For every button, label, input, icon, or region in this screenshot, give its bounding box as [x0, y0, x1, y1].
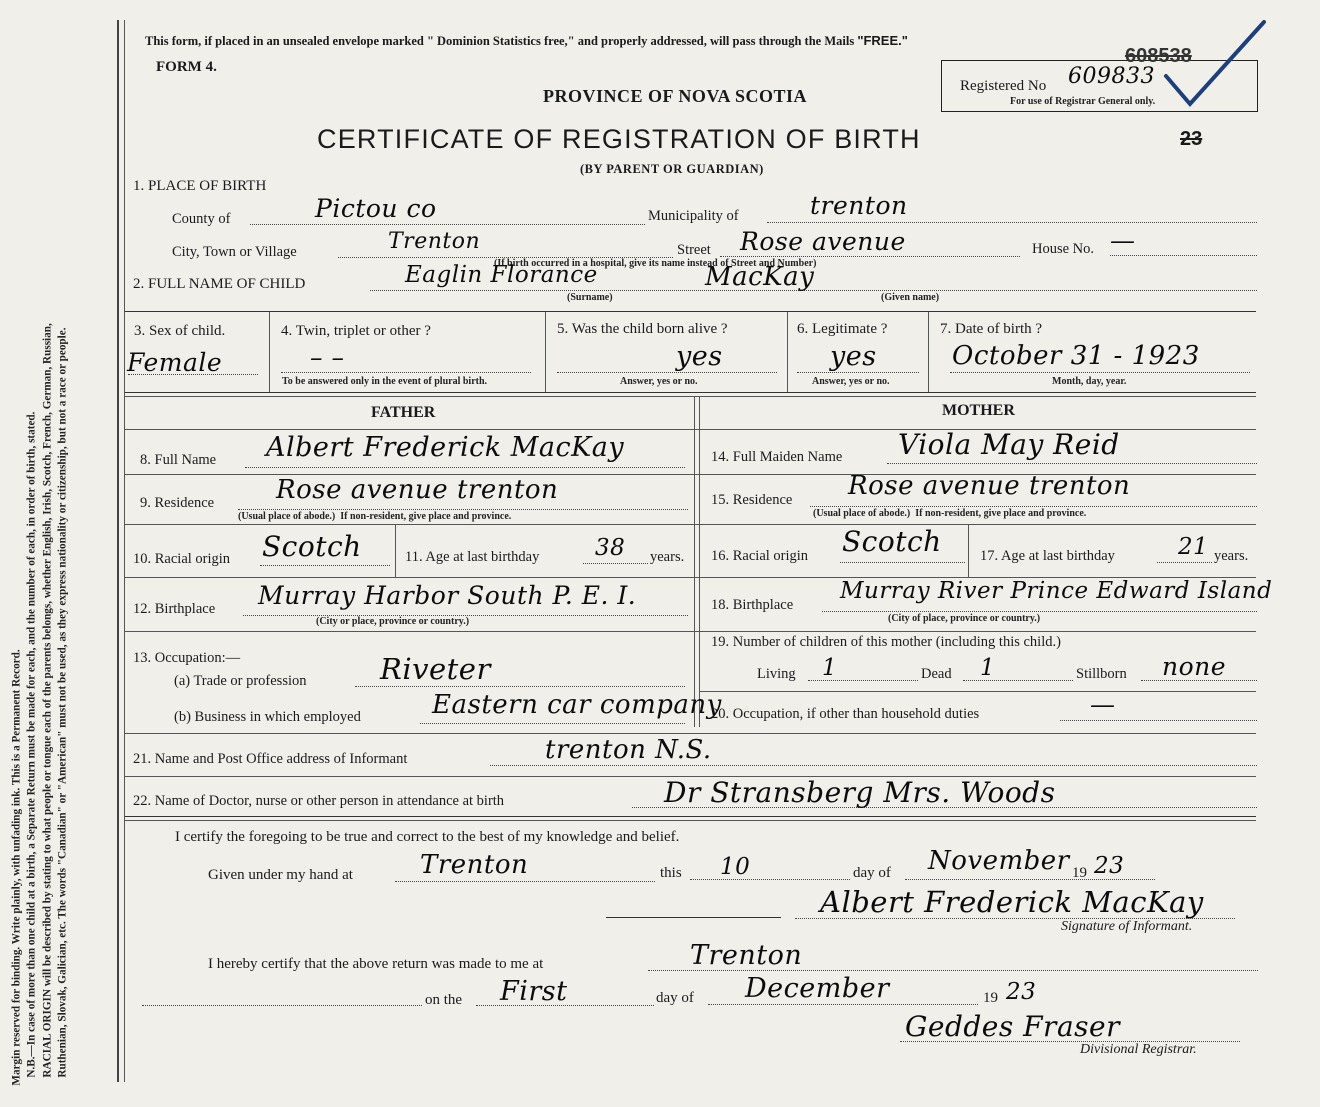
signature-rule [606, 917, 781, 918]
stillborn-label: Stillborn [1076, 666, 1127, 682]
informant-line [490, 765, 1257, 766]
alive-value: yes [676, 341, 723, 372]
row-divider [125, 816, 1256, 817]
living-value: 1 [822, 655, 838, 681]
mother-heading: MOTHER [942, 402, 1015, 419]
business-label: (b) Business in which employed [174, 709, 361, 725]
mother-birthplace-line [822, 611, 1257, 612]
child-given-value: Eaglin Florance [405, 262, 598, 288]
father-birthplace-label: 12. Birthplace [133, 601, 216, 617]
corner-mark: 23 [1180, 128, 1203, 150]
reg-month-value: December [745, 973, 890, 1004]
father-name-value: Albert Frederick MacKay [266, 432, 625, 463]
house-line [1110, 255, 1257, 256]
county-label: County of [172, 211, 231, 227]
center-divider [699, 397, 700, 727]
mother-birthplace-label: 18. Birthplace [711, 597, 794, 613]
county-line [250, 224, 645, 225]
legitimate-value: yes [830, 341, 877, 372]
alive-label: 5. Was the child born alive ? [557, 321, 728, 337]
father-age-line [583, 563, 648, 564]
father-birthplace-value: Murray Harbor South P. E. I. [258, 581, 637, 610]
legitimate-label: 6. Legitimate ? [797, 321, 888, 337]
cert-statement: I certify the foregoing to be true and correct to the best of my knowledge and belief. [175, 829, 680, 845]
mother-res-note: (Usual place of abode.) If non-resident, give place and province. [813, 508, 1087, 519]
trade-line [355, 686, 685, 687]
father-heading: FATHER [371, 404, 436, 421]
municipality-label: Municipality of [648, 208, 739, 224]
margin-notes [9, 16, 70, 1086]
margin-note-3: RACIAL ORIGIN will be described by stating to what people or tongue each of the parents belongs, whether English, Irish, Scotch, French, German, Russian, [41, 323, 53, 1078]
mother-occupation-line [1060, 720, 1257, 721]
margin-rule [117, 20, 119, 1082]
city-label: City, Town or Village [172, 244, 297, 260]
mother-age-line [1157, 562, 1212, 563]
given-caption: (Given name) [881, 292, 940, 303]
page-title: CERTIFICATE OF REGISTRATION OF BIRTH [317, 124, 921, 154]
alive-line [557, 372, 777, 373]
informant-value: trenton N.S. [545, 735, 712, 765]
day-value: 10 [720, 854, 751, 880]
reg-day-of-label: day of [656, 990, 694, 1006]
col-divider [269, 312, 270, 392]
informant-label: 21. Name and Post Office address of Informant [133, 751, 408, 767]
reg-year-value: 23 [1006, 979, 1037, 1005]
mother-name-label: 14. Full Maiden Name [711, 449, 843, 465]
form-number: FORM 4. [156, 59, 217, 75]
given-label: Given under my hand at [208, 867, 353, 883]
mother-age-value: 21 [1178, 534, 1209, 560]
father-birthplace-note: (City or place, province or country.) [316, 616, 470, 627]
business-line [420, 723, 685, 724]
father-name-label: 8. Full Name [140, 452, 217, 468]
reg-year-prefix: 19 [983, 990, 998, 1006]
child-surname-value: MacKay [705, 262, 815, 292]
legitimate-line [797, 372, 919, 373]
reg-number: 609833 [1068, 64, 1155, 89]
mother-res-value: Rose avenue trenton [848, 471, 1131, 501]
registrar-signature: Geddes Fraser [905, 1010, 1120, 1043]
mother-name-line [887, 463, 1257, 464]
reg-day-value: First [500, 976, 568, 1007]
col-divider [545, 312, 546, 392]
margin-rule-inner [124, 20, 125, 1082]
row-divider [125, 631, 1256, 632]
registrar-caption: Divisional Registrar. [1080, 1042, 1197, 1057]
dob-note: Month, day, year. [1052, 376, 1127, 387]
father-res-value: Rose avenue trenton [276, 475, 559, 505]
mother-occupation-label: 20. Occupation, if other than household duties [711, 706, 980, 722]
mother-res-label: 15. Residence [711, 492, 793, 508]
province-heading: PROVINCE OF NOVA SCOTIA [543, 86, 808, 106]
living-label: Living [757, 666, 796, 682]
reg-place-value: Trenton [690, 940, 803, 971]
doctor-label: 22. Name of Doctor, nurse or other person in attendance at birth [133, 793, 505, 809]
father-name-line [245, 467, 685, 468]
sex-label: 3. Sex of child. [134, 323, 226, 339]
alive-note: Answer, yes or no. [620, 376, 698, 387]
hospital-note: (If birth occurred in a hospital, give its name instead of Street and Number) [494, 258, 817, 269]
row-divider [125, 311, 1256, 312]
mother-birthplace-note: (City of place, province or country.) [888, 613, 1041, 624]
given-place-value: Trenton [420, 850, 529, 880]
row-divider [125, 733, 1256, 734]
informant-signature: Albert Frederick MacKay [820, 885, 1204, 919]
children-label: 19. Number of children of this mother (including this child.) [711, 634, 1061, 650]
row-divider [125, 392, 1256, 393]
father-age-label: 11. Age at last birthday [405, 549, 540, 565]
given-place-line [395, 881, 655, 882]
city-value: Trenton [388, 229, 481, 254]
mail-note: This form, if placed in an unsealed envelope marked " Dominion Statistics free," and properly addressed, will pass through the Mails "FREE." [145, 33, 908, 48]
sex-value: Female [127, 348, 223, 377]
reg-month-line [708, 1004, 978, 1005]
margin-note-2: N.B.—In case of more than one child at a birth, a Separate Return must be made for each, and the number of each, in order of birth, stated. [25, 411, 38, 1078]
street-line [720, 256, 1020, 257]
father-age-value: 38 [595, 535, 626, 561]
twin-line [281, 372, 531, 373]
signature-caption: Signature of Informant. [1061, 919, 1193, 934]
dob-value: October 31 - 1923 [952, 341, 1200, 371]
mother-race-value: Scotch [842, 525, 942, 558]
reg-date-line [142, 1005, 422, 1006]
month-line [905, 879, 1155, 880]
municipality-value: trenton [810, 191, 908, 220]
business-value: Eastern car company [432, 690, 722, 720]
county-value: Pictou co [315, 194, 437, 223]
reg-statement: I hereby certify that the above return was made to me at [208, 956, 544, 972]
place-label: 1. PLACE OF BIRTH [133, 178, 267, 194]
year-prefix: 19 [1072, 865, 1087, 881]
child-name-label: 2. FULL NAME OF CHILD [133, 276, 306, 292]
house-value: — [1110, 226, 1136, 255]
municipality-line [767, 222, 1257, 223]
father-res-label: 9. Residence [140, 495, 215, 511]
reg-label: Registered No [960, 78, 1047, 94]
row-divider [125, 524, 1256, 525]
row-divider [125, 396, 1256, 397]
dead-label: Dead [921, 666, 952, 682]
col-divider [395, 525, 396, 577]
margin-note-1: Margin reserved for binding. Write plainly, with unfading ink. This is a Permanent Record. [10, 649, 23, 1086]
checkmark-icon [1160, 18, 1270, 113]
legitimate-note: Answer, yes or no. [812, 376, 890, 387]
on-the-label: on the [425, 992, 463, 1008]
house-label: House No. [1032, 241, 1095, 257]
trade-value: Riveter [380, 652, 491, 686]
year-value: 23 [1094, 853, 1125, 879]
month-value: November [928, 846, 1070, 876]
col-divider [928, 312, 929, 392]
father-occupation-label: 13. Occupation:— [133, 650, 241, 666]
col-divider [787, 312, 788, 392]
day-line [690, 879, 850, 880]
stillborn-value: none [1162, 652, 1227, 681]
day-of-label: day of [853, 865, 891, 881]
page-subtitle: (BY PARENT OR GUARDIAN) [580, 162, 764, 176]
col-divider [968, 525, 969, 577]
twin-label: 4. Twin, triplet or other ? [281, 323, 431, 339]
mother-race-line [840, 562, 965, 563]
mother-birthplace-value: Murray River Prince Edward Island [840, 578, 1273, 604]
mother-years: years. [1214, 548, 1249, 564]
reg-number-struck: 608538 [1125, 45, 1192, 67]
surname-caption: (Surname) [567, 292, 613, 303]
margin-note-4: Ruthenian, Slovak, Galician, etc. The words "Canadian" or "American" must not be used, as they express nationality or citizenship, but not a race or people. [56, 327, 69, 1078]
row-divider [700, 691, 1256, 692]
father-res-note: (Usual place of abode.) If non-resident, give place and province. [238, 511, 512, 522]
row-divider [125, 820, 1256, 821]
street-value: Rose avenue [740, 227, 906, 256]
dead-value: 1 [980, 655, 996, 681]
mother-occupation-value: — [1090, 690, 1116, 719]
twin-note: To be answered only in the event of plural birth. [282, 376, 488, 387]
father-race-value: Scotch [262, 530, 362, 563]
trade-label: (a) Trade or profession [174, 673, 307, 689]
father-years: years. [650, 549, 685, 565]
father-res-line [238, 509, 688, 510]
father-race-line [260, 565, 390, 566]
reg-note: For use of Registrar General only. [1010, 96, 1156, 107]
doctor-value: Dr Stransberg Mrs. Woods [664, 776, 1056, 809]
dob-line [950, 372, 1250, 373]
dob-label: 7. Date of birth ? [940, 321, 1043, 337]
twin-value: – – [310, 343, 345, 372]
mother-name-value: Viola May Reid [898, 428, 1120, 461]
this-label: this [660, 865, 682, 881]
mother-race-label: 16. Racial origin [711, 548, 809, 564]
mother-res-line [810, 506, 1257, 507]
father-race-label: 10. Racial origin [133, 551, 231, 567]
center-divider [694, 397, 695, 727]
street-label: Street [677, 242, 711, 258]
mother-age-label: 17. Age at last birthday [980, 548, 1115, 564]
